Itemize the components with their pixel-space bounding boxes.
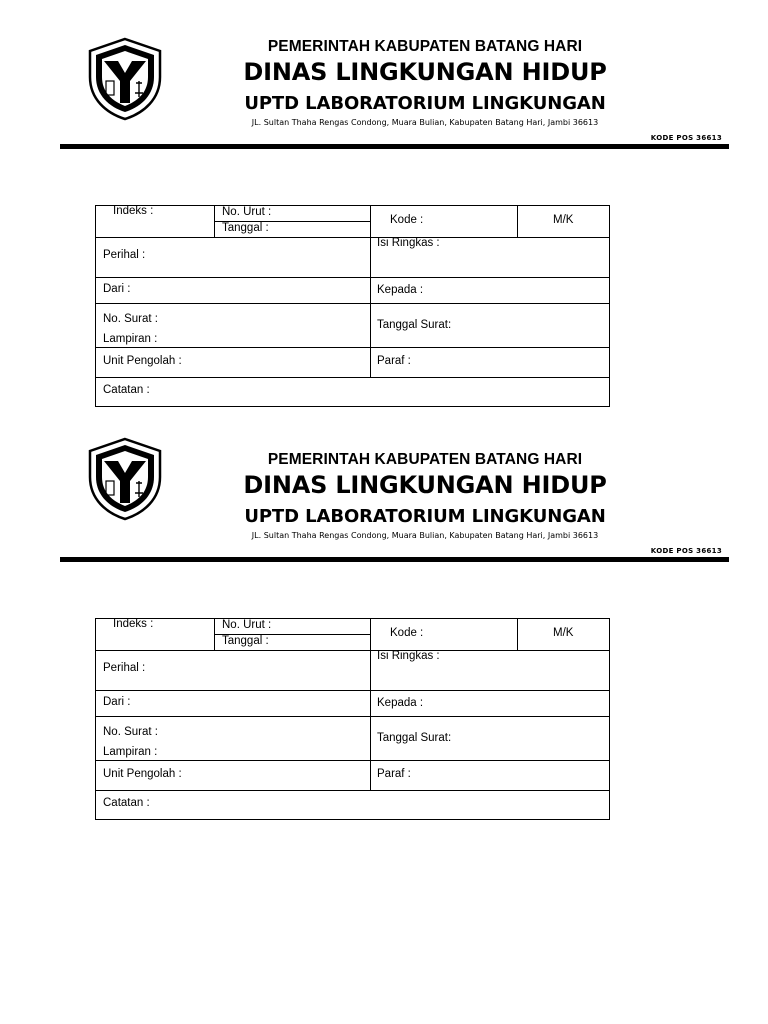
unit-name: UPTD LABORATORIUM LINGKUNGAN (244, 506, 606, 527)
lampiran-label: Lampiran : (103, 746, 158, 758)
kode-label: Kode : (390, 214, 424, 226)
disposition-sheet-2 (0, 413, 768, 826)
government-name: PEMERINTAH KABUPATEN BATANG HARI (267, 451, 583, 468)
dari-label: Dari : (103, 696, 131, 708)
tanggal-label: Tanggal : (222, 222, 269, 234)
dari-label: Dari : (103, 283, 131, 295)
header-rule (60, 557, 729, 562)
indeks-label: Indeks : (113, 618, 154, 630)
no-surat-label: No. Surat : (103, 726, 158, 738)
catatan-label: Catatan : (103, 797, 150, 809)
agency-name: DINAS LINGKUNGAN HIDUP (243, 471, 607, 499)
disposition-sheet-1 (0, 0, 768, 413)
kepada-label: Kepada : (377, 697, 424, 709)
government-name: PEMERINTAH KABUPATEN BATANG HARI (267, 38, 583, 55)
perihal-label: Perihal : (103, 249, 146, 261)
tanggal-surat-label: Tanggal Surat: (377, 319, 452, 331)
address: JL. Sultan Thaha Rengas Condong, Muara Bulian, Kabupaten Batang Hari, Jambi 36613 (251, 118, 599, 127)
mk-label: M/K (553, 627, 574, 639)
perihal-label: Perihal : (103, 662, 146, 674)
indeks-label: Indeks : (113, 205, 154, 217)
postal-code: KODE POS 36613 (650, 134, 722, 142)
isi-ringkas-label: Isi Ringkas : (377, 650, 440, 662)
tanggal-surat-label: Tanggal Surat: (377, 732, 452, 744)
lampiran-label: Lampiran : (103, 333, 158, 345)
kepada-label: Kepada : (377, 284, 424, 296)
unit-pengolah-label: Unit Pengolah : (103, 355, 182, 367)
paraf-label: Paraf : (377, 355, 411, 367)
unit-pengolah-label: Unit Pengolah : (103, 768, 182, 780)
unit-name: UPTD LABORATORIUM LINGKUNGAN (244, 93, 606, 114)
tanggal-label: Tanggal : (222, 635, 269, 647)
header-rule (60, 144, 729, 149)
no-urut-label: No. Urut : (222, 206, 272, 218)
regency-crest-icon (86, 37, 164, 121)
paraf-label: Paraf : (377, 768, 411, 780)
mk-label: M/K (553, 214, 574, 226)
agency-name: DINAS LINGKUNGAN HIDUP (243, 58, 607, 86)
regency-crest-icon (86, 437, 164, 521)
kode-label: Kode : (390, 627, 424, 639)
disposition-form (95, 205, 610, 407)
no-urut-label: No. Urut : (222, 619, 272, 631)
no-surat-label: No. Surat : (103, 313, 158, 325)
disposition-form (95, 618, 610, 820)
address: JL. Sultan Thaha Rengas Condong, Muara Bulian, Kabupaten Batang Hari, Jambi 36613 (251, 531, 599, 540)
catatan-label: Catatan : (103, 384, 150, 396)
postal-code: KODE POS 36613 (650, 547, 722, 555)
isi-ringkas-label: Isi Ringkas : (377, 237, 440, 249)
